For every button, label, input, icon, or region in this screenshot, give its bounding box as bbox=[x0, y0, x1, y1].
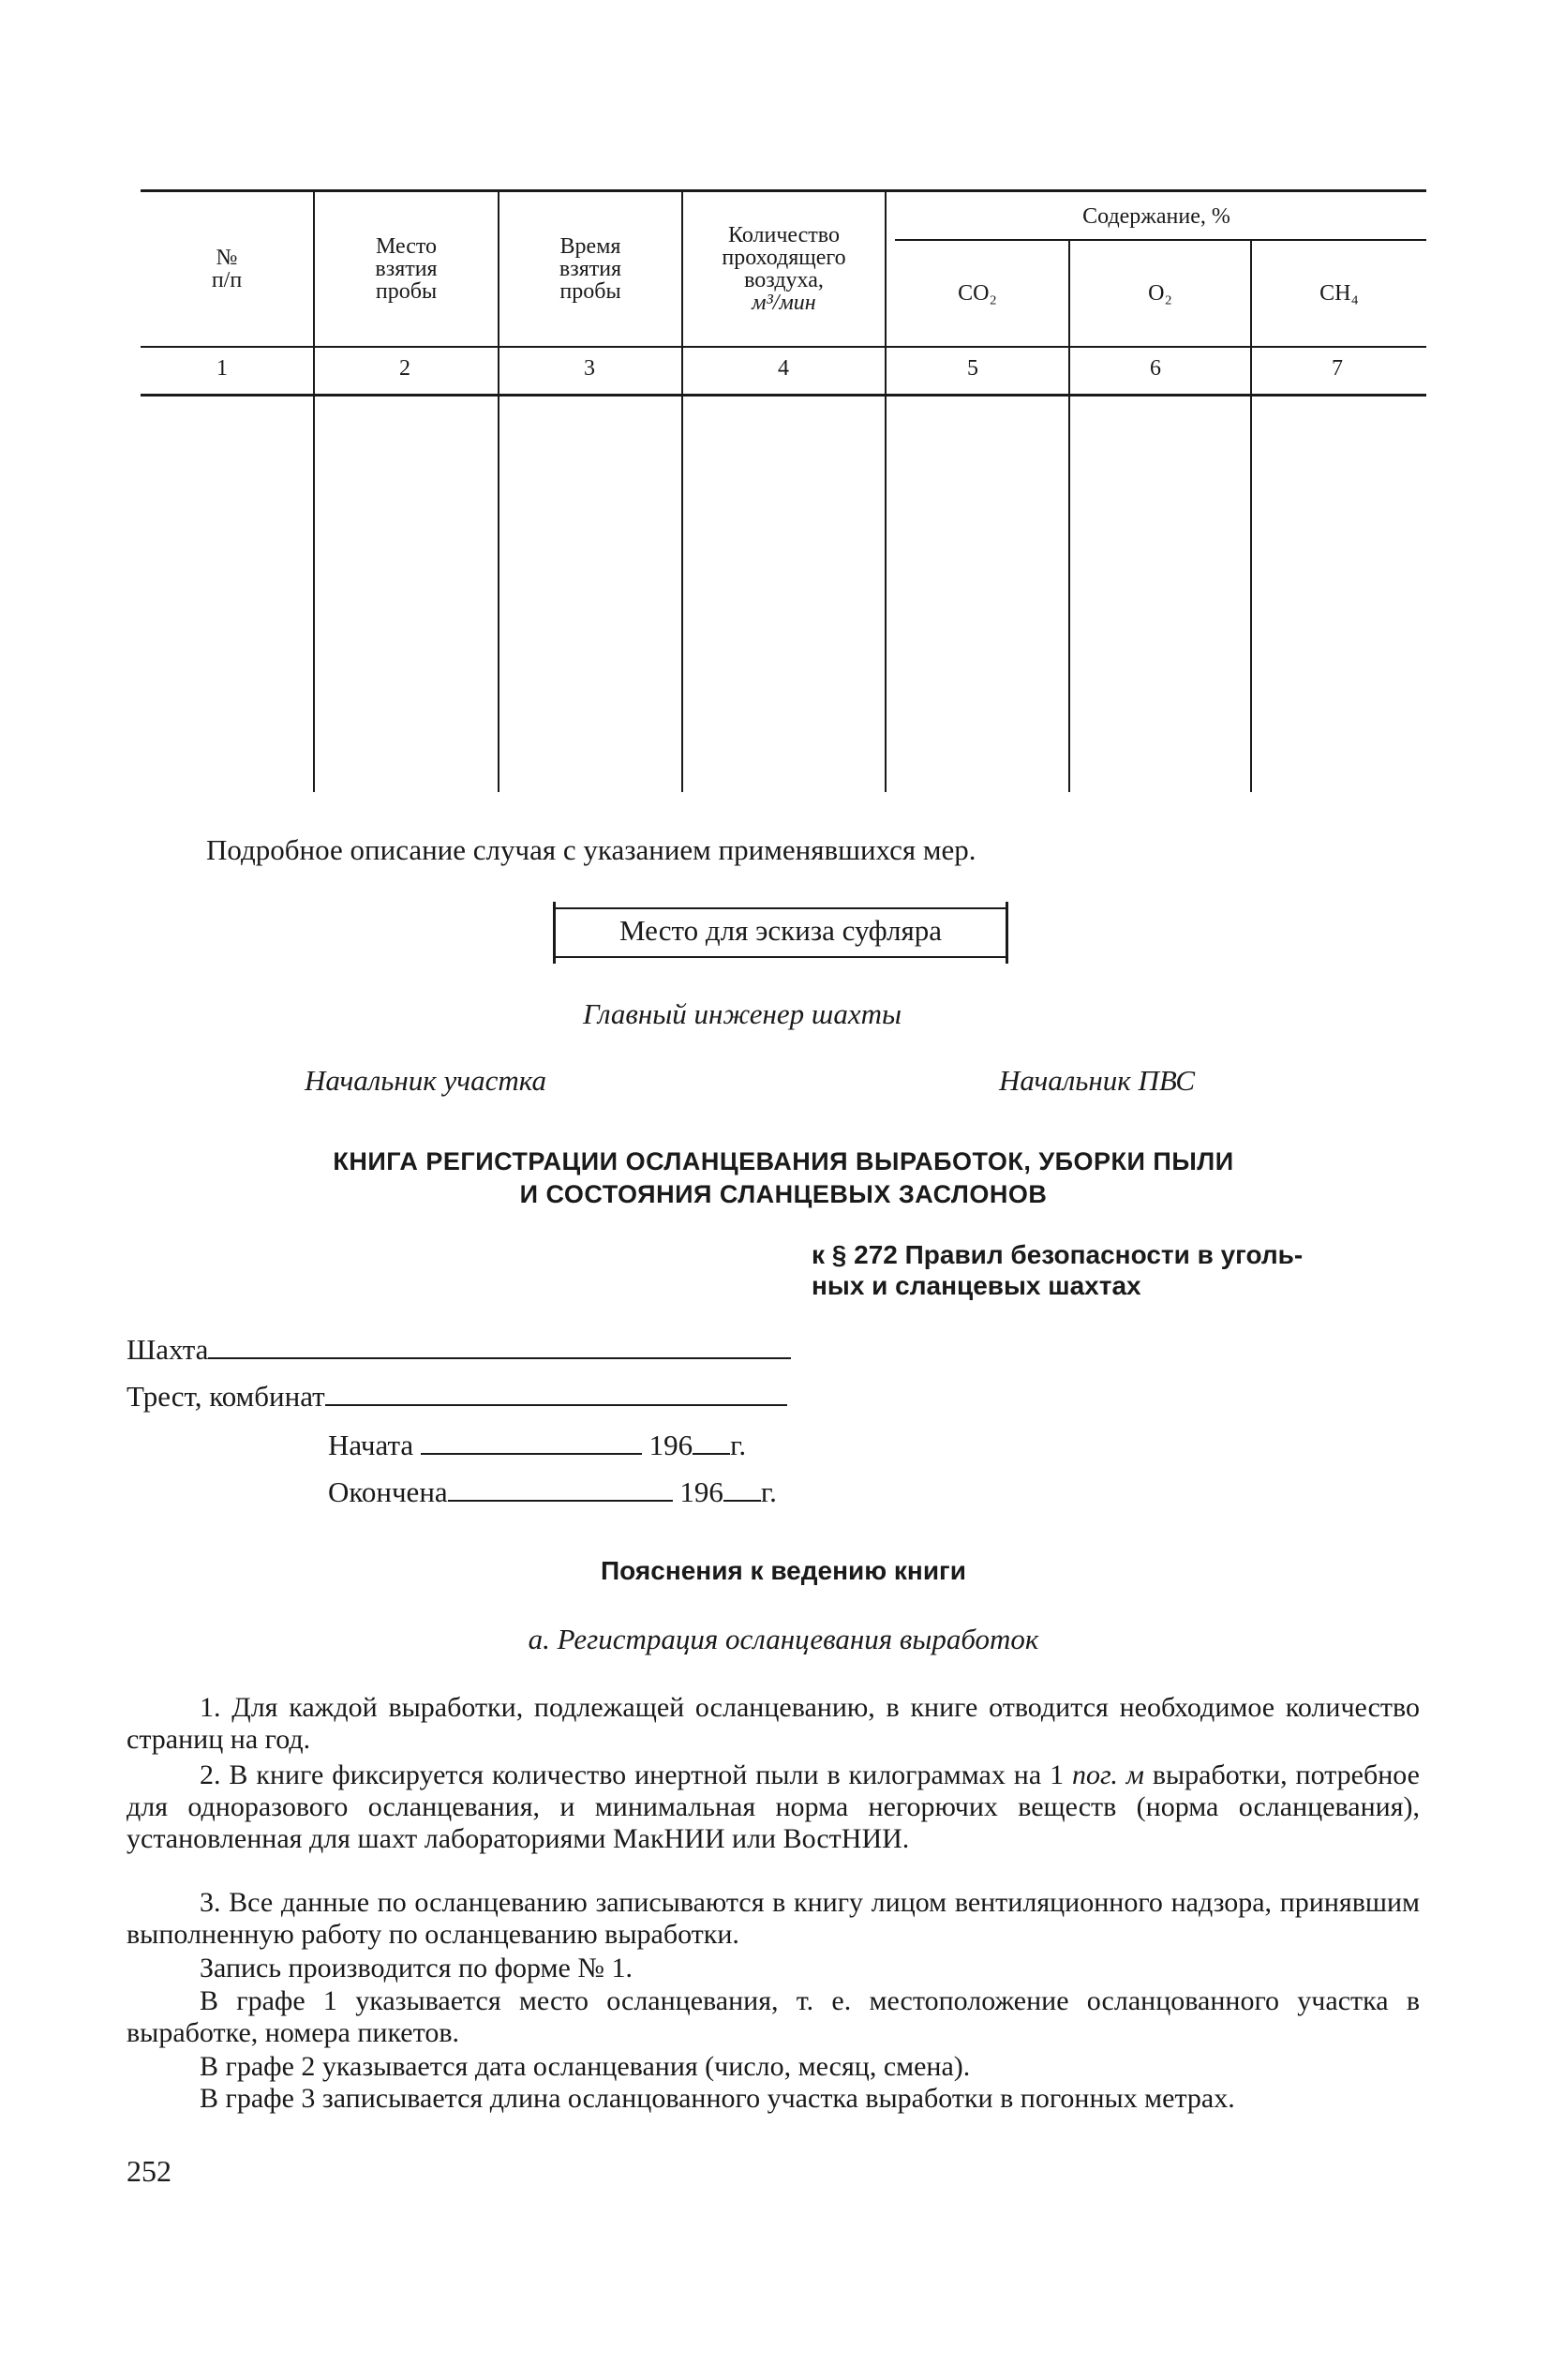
header-ch4-label: CH₄ bbox=[1319, 281, 1359, 306]
header-place-line1: Место bbox=[375, 234, 438, 259]
column-number-1: 1 bbox=[216, 356, 228, 381]
paragraph-7: В графе 3 записывается длина осланцованного участка выработки в погонных метрах. bbox=[200, 2083, 1235, 2114]
subsection-a-title: а. Регистрация осланцевания выработок bbox=[528, 1623, 1039, 1655]
body-divider-1 bbox=[313, 397, 315, 792]
header-number-line1: № bbox=[216, 246, 238, 270]
num-divider-6 bbox=[1250, 348, 1252, 394]
trust-field bbox=[127, 1378, 787, 1413]
sketch-box-label: Место для эскиза суфляра bbox=[619, 914, 942, 947]
book-title-line1: КНИГА РЕГИСТРАЦИИ ОСЛАНЦЕВАНИЯ ВЫРАБОТОК, УБОРКИ ПЫЛИ bbox=[333, 1147, 1234, 1175]
started-label: Начата bbox=[328, 1429, 414, 1461]
paragraph-2-unit: пог. м bbox=[1072, 1759, 1144, 1790]
ended-year-prefix: 196 bbox=[679, 1475, 723, 1508]
paragraph-3: 3. Все данные по осланцеванию записываются в книгу лицом вентиляционного надзора, принявшим выполненную работу по осланцеванию выработки. bbox=[127, 1887, 1420, 1950]
sketch-box-bottom-rule bbox=[556, 956, 1006, 958]
header-air-line1: Количество bbox=[728, 223, 840, 247]
num-divider-2 bbox=[498, 348, 499, 394]
book-title-line2: И СОСТОЯНИЯ СЛАНЦЕВЫХ ЗАСЛОНОВ bbox=[519, 1180, 1048, 1208]
numbers-bottom-rule bbox=[141, 394, 1426, 397]
rule-reference-line1: к § 272 Правил безопасности в уголь- bbox=[812, 1240, 1304, 1269]
started-date-line[interactable] bbox=[421, 1427, 642, 1455]
body-divider-3 bbox=[681, 397, 683, 792]
section-head-signature: Начальник участка bbox=[305, 1064, 546, 1097]
column-number-2: 2 bbox=[399, 356, 410, 381]
ended-year-suffix: г. bbox=[760, 1475, 777, 1508]
sketch-box bbox=[553, 902, 1008, 964]
ended-year-line[interactable] bbox=[723, 1474, 761, 1502]
body-divider-4 bbox=[885, 397, 887, 792]
header-o2 bbox=[1070, 241, 1250, 346]
header-bottom-rule bbox=[141, 346, 1426, 348]
num-divider-5 bbox=[1068, 348, 1070, 394]
sketch-box-top-rule bbox=[556, 907, 1006, 909]
header-air-line2: проходящего bbox=[722, 246, 846, 270]
paragraph-4: Запись производится по форме № 1. bbox=[200, 1953, 633, 1983]
body-divider-2 bbox=[498, 397, 499, 792]
header-air-quantity bbox=[683, 192, 885, 346]
num-divider-4 bbox=[885, 348, 887, 394]
ended-label: Окончена bbox=[328, 1475, 448, 1508]
paragraph-2-end: выработки, потребное для одноразового осланцевания, и минимальная норма негорючих веществ (норма осланцевания), установленная для шахт лабораториями МакНИИ или ВостНИИ. bbox=[127, 1759, 1420, 1854]
body-divider-6 bbox=[1250, 397, 1252, 792]
column-number-7: 7 bbox=[1332, 356, 1343, 381]
header-number-line2: п/п bbox=[211, 268, 243, 292]
header-time bbox=[499, 192, 681, 346]
header-o2-label: O₂ bbox=[1148, 281, 1172, 306]
chief-engineer-signature: Главный инженер шахты bbox=[583, 997, 902, 1030]
mine-input-line[interactable] bbox=[208, 1331, 791, 1359]
header-number bbox=[141, 192, 313, 346]
body-divider-5 bbox=[1068, 397, 1070, 792]
started-year-line[interactable] bbox=[693, 1427, 730, 1455]
paragraph-6: В графе 2 указывается дата осланцевания (число, месяц, смена). bbox=[200, 2051, 971, 2082]
header-time-line1: Время bbox=[559, 234, 621, 259]
started-year-prefix: 196 bbox=[648, 1429, 693, 1461]
explanations-title: Пояснения к ведению книги bbox=[601, 1556, 966, 1585]
ended-date-line[interactable] bbox=[448, 1474, 673, 1502]
column-number-3: 3 bbox=[584, 356, 595, 381]
header-ch4 bbox=[1252, 241, 1426, 346]
column-number-6: 6 bbox=[1150, 356, 1161, 381]
paragraph-5: В графе 1 указывается место осланцевания, т. е. местоположение осланцованного участка в выработке, номера пикетов. bbox=[127, 1985, 1420, 2048]
mine-field bbox=[127, 1331, 791, 1366]
header-place bbox=[315, 192, 498, 346]
paragraph-2-start: 2. В книге фиксируется количество инертной пыли в килограммах на 1 bbox=[200, 1759, 1073, 1790]
trust-label: Трест, комбинат bbox=[127, 1380, 325, 1413]
trust-input-line[interactable] bbox=[325, 1378, 787, 1406]
paragraph-2 bbox=[127, 1759, 1420, 1855]
header-content-label: Содержание, % bbox=[1082, 204, 1230, 229]
pvs-head-signature: Начальник ПВС bbox=[999, 1064, 1196, 1097]
rule-reference bbox=[812, 1239, 1303, 1301]
num-divider-3 bbox=[681, 348, 683, 394]
book-title bbox=[141, 1145, 1426, 1211]
header-air-unit: м³/мин bbox=[752, 291, 816, 315]
header-content-group bbox=[887, 194, 1426, 239]
started-field bbox=[328, 1427, 746, 1461]
column-number-5: 5 bbox=[967, 356, 978, 381]
page-number: 252 bbox=[127, 2154, 171, 2188]
header-time-line2: взятия bbox=[559, 257, 622, 281]
column-number-4: 4 bbox=[778, 356, 789, 381]
header-air-line3: воздуха, bbox=[744, 268, 824, 292]
num-divider-1 bbox=[313, 348, 315, 394]
started-year-suffix: г. bbox=[730, 1429, 747, 1461]
description-line: Подробное описание случая с указанием применявшихся мер. bbox=[206, 833, 976, 866]
mine-label: Шахта bbox=[127, 1333, 209, 1366]
header-co2-label: CO₂ bbox=[958, 281, 997, 306]
header-place-line2: взятия bbox=[375, 257, 438, 281]
rule-reference-line2: ных и сланцевых шахтах bbox=[812, 1271, 1141, 1300]
ended-field bbox=[328, 1474, 777, 1508]
paragraph-1: 1. Для каждой выработки, подлежащей осланцеванию, в книге отводится необходимое количество страниц на год. bbox=[127, 1692, 1420, 1755]
header-co2 bbox=[887, 241, 1068, 346]
header-time-line3: пробы bbox=[559, 279, 621, 304]
header-place-line3: пробы bbox=[375, 279, 438, 304]
